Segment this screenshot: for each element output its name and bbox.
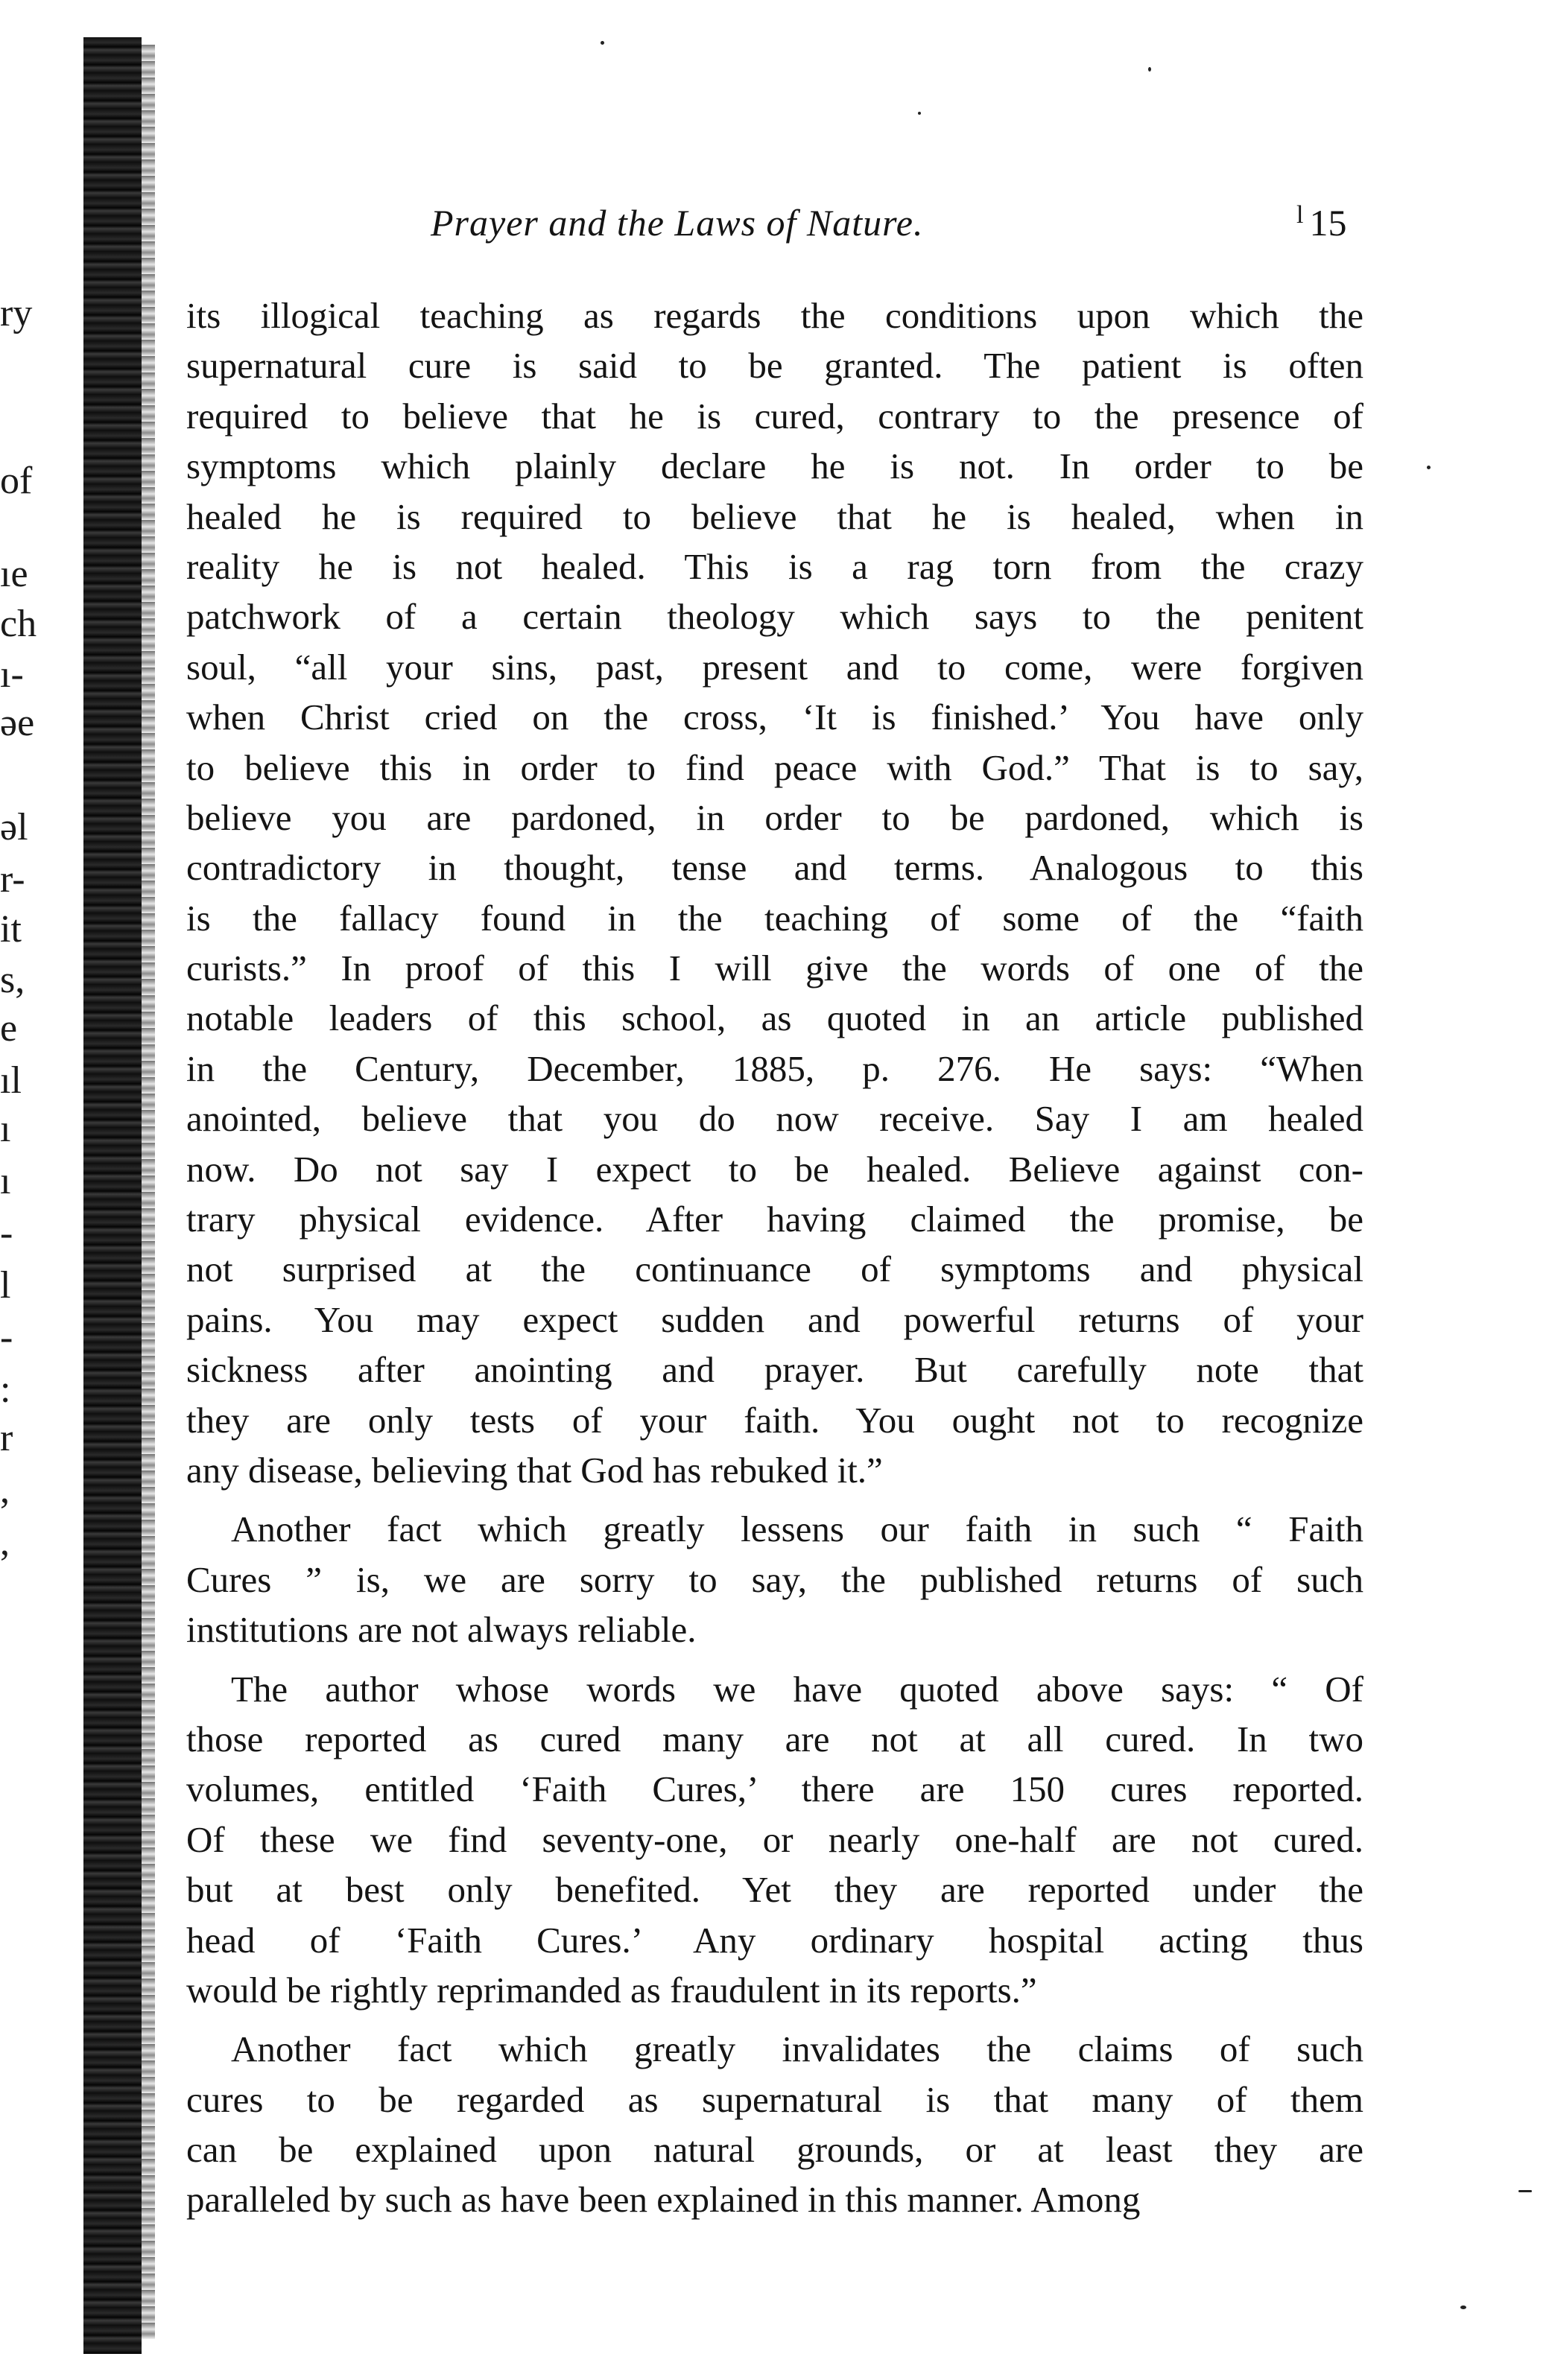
- paragraph: [186, 291, 1363, 1495]
- text-line: contradictory in thought, tense and terms. Analogous to this: [186, 847, 1363, 889]
- text-line: trary physical evidence. After having claimed the promise, be: [186, 1199, 1363, 1240]
- body-text: [186, 291, 1363, 2225]
- text-line: when Christ cried on the cross, ‘It is finished.’ You have only: [186, 696, 1363, 738]
- text-line: required to believe that he is cured, contrary to the presence of: [186, 395, 1363, 437]
- text-line: any disease, believing that God has rebuked it.”: [186, 1449, 883, 1491]
- running-head: Prayer and the Laws of Nature.: [431, 202, 924, 244]
- margin-fragment: l: [0, 1264, 11, 1307]
- paragraph: [186, 1504, 1363, 1654]
- margin-fragment: r: [0, 1417, 13, 1459]
- page-number-mark: l: [1296, 201, 1304, 229]
- text-line: to believe this in order to find peace with God.” That is to say,: [186, 746, 1363, 788]
- margin-fragment: ch: [0, 603, 37, 645]
- text-line: not surprised at the continuance of symptoms and physical: [186, 1248, 1363, 1290]
- text-line: cures to be regarded as supernatural is that many of them: [186, 2078, 1363, 2120]
- text-line: they are only tests of your faith. You ought not to recognize: [186, 1399, 1363, 1441]
- text-line: Another fact which greatly invalidates the claims of such: [231, 2028, 1363, 2070]
- text-line: head of ‘Faith Cures.’ Any ordinary hospital acting thus: [186, 1919, 1363, 1961]
- margin-fragment: -: [0, 1316, 13, 1359]
- text-line: sickness after anointing and prayer. But carefully note that: [186, 1349, 1363, 1391]
- text-line: supernatural cure is said to be granted. The patient is often: [186, 345, 1363, 387]
- text-line: would be rightly reprimanded as fraudulent in its reports.”: [186, 1969, 1037, 2011]
- text-line: can be explained upon natural grounds, or at least they are: [186, 2129, 1363, 2171]
- text-line: Cures ” is, we are sorry to say, the published returns of such: [186, 1558, 1363, 1600]
- text-line: is the fallacy found in the teaching of some of the “faith: [186, 897, 1363, 939]
- margin-fragment: it: [0, 908, 22, 951]
- text-line: reality he is not healed. This is a rag torn from the crazy: [186, 545, 1363, 587]
- margin-fragment: əe: [0, 702, 35, 744]
- text-line: its illogical teaching as regards the conditions upon which the: [186, 295, 1363, 336]
- margin-fragment: -: [0, 1212, 13, 1254]
- text-line: patchwork of a certain theology which says to the penitent: [186, 596, 1363, 638]
- binding-gutter: [83, 37, 142, 2354]
- text-line: paralleled by such as have been explained in this manner. Among: [186, 2179, 1141, 2221]
- margin-fragment: ry: [0, 292, 33, 334]
- margin-fragment: s,: [0, 959, 25, 1001]
- page-number-value: 15: [1309, 202, 1347, 244]
- print-speck: [1427, 466, 1431, 469]
- print-speck: [918, 112, 921, 115]
- paragraph-gap: [186, 2015, 1363, 2024]
- margin-fragment: ,: [0, 1521, 10, 1564]
- text-line: volumes, entitled ‘Faith Cures,’ there are 150 cures reported.: [186, 1768, 1363, 1810]
- paragraph: [186, 2024, 1363, 2225]
- text-line: Another fact which greatly lessens our faith in such “ Faith: [231, 1508, 1363, 1550]
- margin-fragment: ı: [0, 1108, 11, 1150]
- margin-fragment: ıe: [0, 553, 28, 595]
- binding-shadow: [142, 45, 155, 2339]
- text-line: in the Century, December, 1885, p. 276. He says: “When: [186, 1047, 1363, 1089]
- print-speck: [1518, 2190, 1532, 2192]
- page-header: [0, 201, 1549, 253]
- text-line: those reported as cured many are not at all cured. In two: [186, 1718, 1363, 1759]
- text-line: institutions are not always reliable.: [186, 1609, 697, 1651]
- margin-fragment: e: [0, 1007, 18, 1050]
- margin-fragment: of: [0, 460, 33, 502]
- print-speck: [1460, 2306, 1466, 2309]
- margin-fragment: ı: [0, 1160, 11, 1202]
- margin-fragment: ıl: [0, 1059, 22, 1102]
- text-line: believe you are pardoned, in order to be pardoned, which is: [186, 796, 1363, 838]
- text-line: Of these we find seventy-one, or nearly one-half are not cured.: [186, 1818, 1363, 1860]
- text-line: The author whose words we have quoted above says: “ Of: [231, 1668, 1363, 1710]
- paragraph-gap: [186, 1495, 1363, 1504]
- text-line: symptoms which plainly declare he is not. In order to be: [186, 445, 1363, 487]
- text-line: soul, “all your sins, past, present and to come, were forgiven: [186, 646, 1363, 688]
- margin-fragment: ı-: [0, 653, 24, 696]
- paragraph: [186, 1664, 1363, 2016]
- text-line: healed he is required to believe that he is healed, when in: [186, 495, 1363, 537]
- text-line: but at best only benefited. Yet they are reported under the: [186, 1869, 1363, 1911]
- margin-fragment: :: [0, 1368, 11, 1411]
- margin-fragment: r-: [0, 858, 25, 901]
- print-speck: [601, 41, 604, 45]
- text-line: anointed, believe that you do now receive. Say I am healed: [186, 1098, 1363, 1140]
- text-line: pains. You may expect sudden and powerful returns of your: [186, 1298, 1363, 1340]
- print-speck: [1148, 67, 1151, 72]
- paragraph-gap: [186, 1655, 1363, 1664]
- page-number: [1296, 201, 1346, 244]
- margin-fragment: əl: [0, 806, 28, 848]
- text-line: now. Do not say I expect to be healed. Believe against con-: [186, 1148, 1363, 1190]
- text-line: notable leaders of this school, as quoted in an article published: [186, 997, 1363, 1039]
- margin-fragment: ,: [0, 1469, 10, 1511]
- text-line: curists.” In proof of this I will give the words of one of the: [186, 948, 1363, 989]
